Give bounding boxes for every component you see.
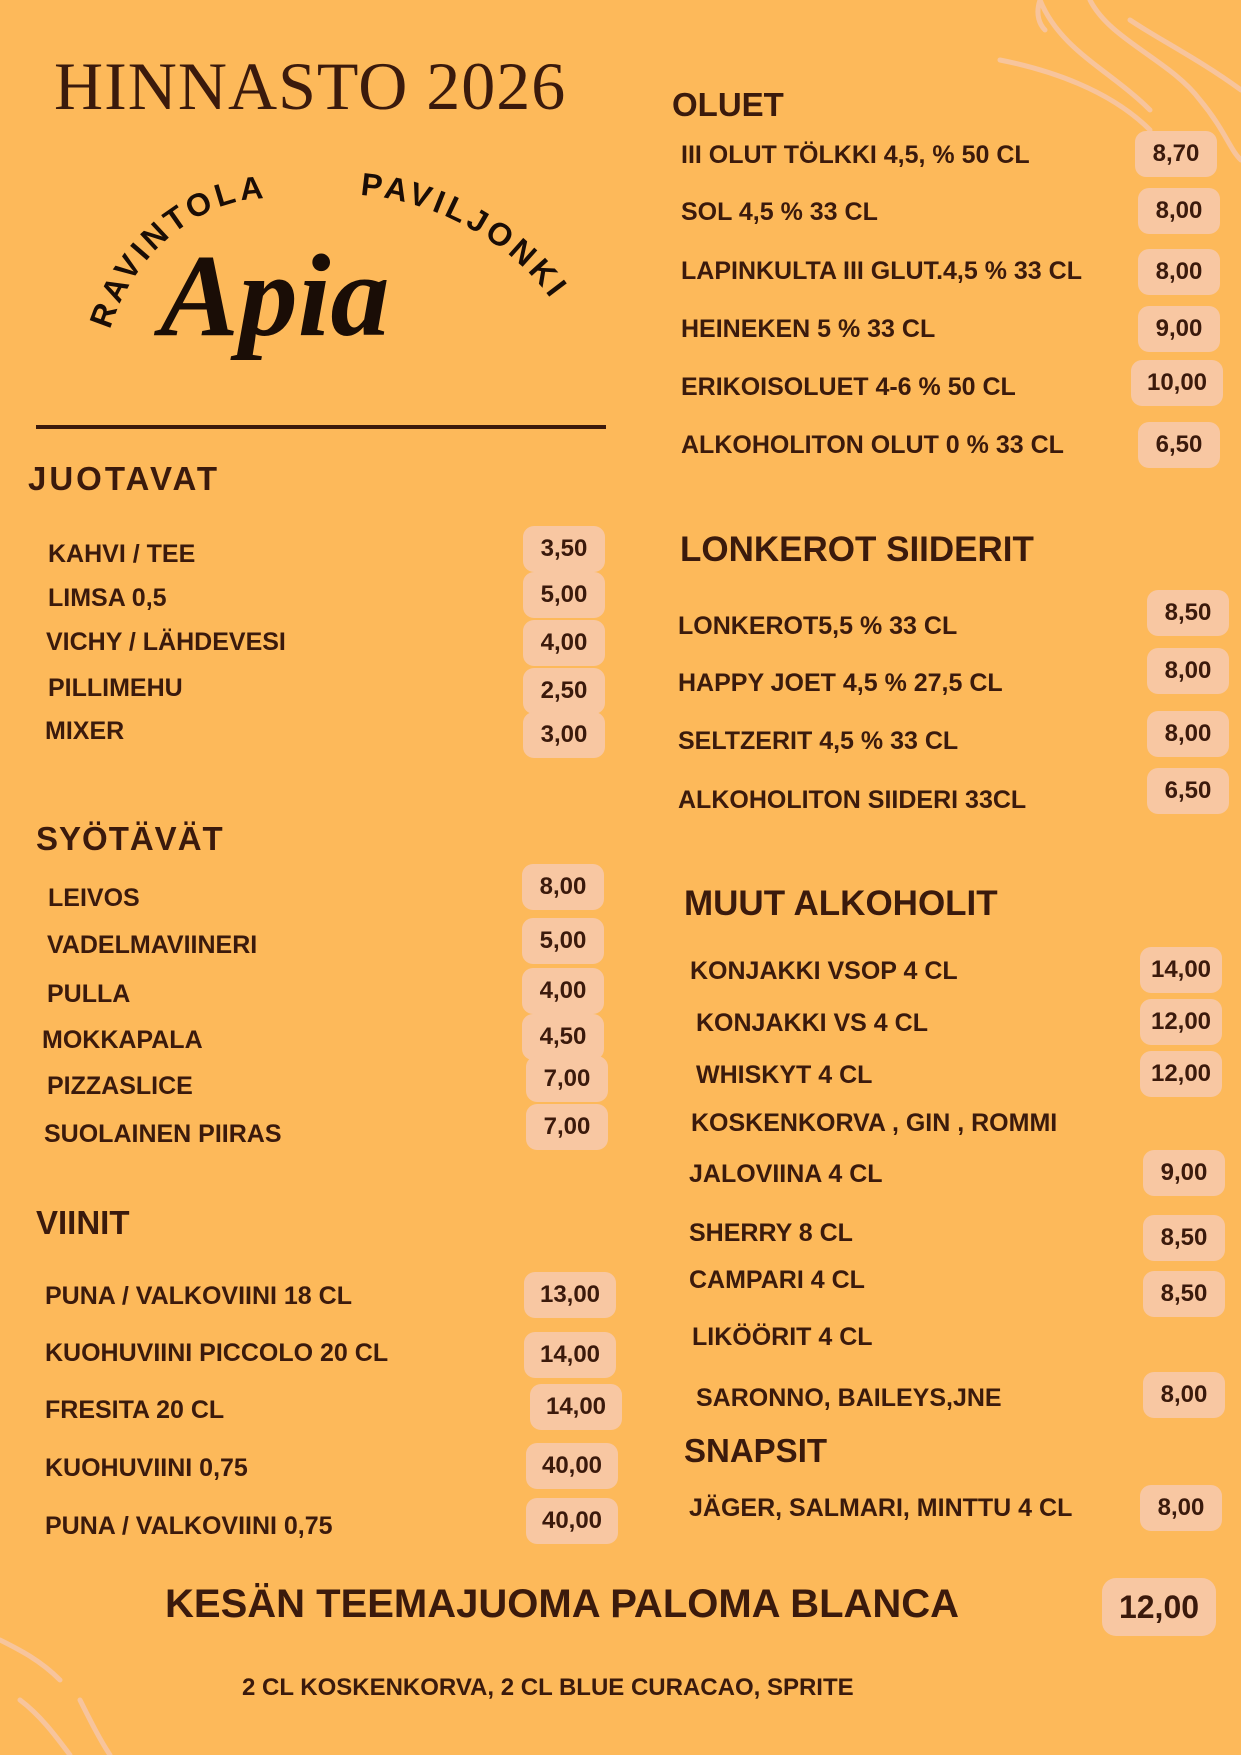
menu-item-name: HAPPY JOET 4,5 % 27,5 CL [678, 669, 1003, 697]
divider [36, 425, 606, 429]
menu-item-name: SHERRY 8 CL [689, 1219, 853, 1247]
menu-item-name: PIZZASLICE [47, 1072, 193, 1100]
menu-item-name: ALKOHOLITON OLUT 0 % 33 CL [681, 431, 1064, 459]
price-badge: 14,00 [530, 1384, 622, 1430]
price-badge: 3,50 [523, 526, 605, 572]
price-badge: 3,00 [523, 712, 605, 758]
section-heading-snapsit: SNAPSIT [684, 1432, 828, 1469]
menu-item-name: FRESITA 20 CL [45, 1396, 225, 1424]
section-heading-oluet: OLUET [672, 86, 784, 123]
menu-item-name: SOL 4,5 % 33 CL [681, 198, 878, 226]
menu-item-name: HEINEKEN 5 % 33 CL [681, 315, 936, 343]
menu-item-name: JÄGER, SALMARI, MINTTU 4 CL [689, 1494, 1073, 1522]
menu-item-name: SARONNO, BAILEYS,JNE [696, 1384, 1002, 1412]
price-badge: 12,00 [1140, 999, 1222, 1045]
section-heading-juotavat: JUOTAVAT [28, 460, 221, 497]
section-heading-lonkerot: LONKEROT SIIDERIT [680, 530, 1034, 569]
menu-item-name: LEIVOS [48, 884, 140, 912]
page-title: HINNASTO 2026 [54, 48, 567, 124]
price-badge: 8,00 [1140, 1485, 1222, 1531]
menu-item-name: KONJAKKI VS 4 CL [696, 1009, 928, 1037]
menu-item-name: KAHVI / TEE [48, 540, 196, 568]
menu-item-name: CAMPARI 4 CL [689, 1266, 865, 1294]
section-heading-muut: MUUT ALKOHOLIT [684, 884, 998, 923]
price-badge: 8,50 [1143, 1215, 1225, 1261]
price-badge: 8,70 [1135, 131, 1217, 177]
logo-script: Apia [160, 230, 390, 361]
price-badge: 40,00 [526, 1443, 618, 1489]
restaurant-logo [80, 170, 590, 380]
menu-item-name: III OLUT TÖLKKI 4,5, % 50 CL [681, 141, 1030, 169]
price-badge: 6,50 [1147, 768, 1229, 814]
price-badge: 8,00 [522, 864, 604, 910]
menu-item-name: SUOLAINEN PIIRAS [44, 1120, 282, 1148]
price-badge: 4,50 [522, 1014, 604, 1060]
menu-item-name: LONKEROT5,5 % 33 CL [678, 612, 958, 640]
price-badge: 14,00 [1140, 947, 1222, 993]
menu-item-name: PUNA / VALKOVIINI 0,75 [45, 1512, 333, 1540]
menu-item-name: KONJAKKI VSOP 4 CL [690, 957, 958, 985]
section-heading-syotavat: SYÖTÄVÄT [36, 820, 224, 857]
price-badge: 7,00 [526, 1104, 608, 1150]
price-badge: 5,00 [522, 918, 604, 964]
price-badge: 8,50 [1147, 590, 1229, 636]
menu-item-name: PUNA / VALKOVIINI 18 CL [45, 1282, 352, 1310]
price-badge: 8,00 [1147, 711, 1229, 757]
menu-item-name: KUOHUVIINI PICCOLO 20 CL [45, 1339, 389, 1367]
menu-item-name: LAPINKULTA III GLUT.4,5 % 33 CL [681, 257, 1082, 285]
featured-drink-description: 2 CL KOSKENKORVA, 2 CL BLUE CURACAO, SPRITE [242, 1674, 854, 1701]
price-badge: 7,00 [526, 1056, 608, 1102]
price-badge: 9,00 [1143, 1150, 1225, 1196]
menu-item-name: KOSKENKORVA , GIN , ROMMI [691, 1109, 1058, 1137]
section-heading-viinit: VIINIT [36, 1204, 130, 1241]
featured-drink-price: 12,00 [1102, 1578, 1216, 1636]
price-badge: 4,00 [522, 968, 604, 1014]
price-badge: 8,00 [1147, 648, 1229, 694]
price-badge: 6,50 [1138, 422, 1220, 468]
price-badge: 8,00 [1138, 249, 1220, 295]
logo-arc-right: PAVILJONKI [359, 170, 577, 306]
menu-item-name: WHISKYT 4 CL [696, 1061, 873, 1089]
menu-item-name: VADELMAVIINERI [47, 931, 258, 959]
price-badge: 8,00 [1138, 188, 1220, 234]
price-badge: 8,00 [1143, 1372, 1225, 1418]
price-badge: 5,00 [523, 572, 605, 618]
menu-item-name: LIMSA 0,5 [48, 584, 167, 612]
menu-item-name: LIKÖÖRIT 4 CL [692, 1323, 873, 1351]
menu-item-name: KUOHUVIINI 0,75 [45, 1454, 248, 1482]
price-badge: 8,50 [1143, 1271, 1225, 1317]
price-badge: 12,00 [1140, 1051, 1222, 1097]
price-badge: 14,00 [524, 1332, 616, 1378]
featured-drink-name: KESÄN TEEMAJUOMA PALOMA BLANCA [165, 1582, 960, 1626]
price-badge: 2,50 [523, 668, 605, 714]
svg-text:PAVILJONKI [359, 170, 576, 306]
menu-item-name: SELTZERIT 4,5 % 33 CL [678, 727, 959, 755]
price-badge: 13,00 [524, 1272, 616, 1318]
menu-item-name: MOKKAPALA [42, 1026, 203, 1054]
price-badge: 40,00 [526, 1498, 618, 1544]
menu-item-name: ERIKOISOLUET 4-6 % 50 CL [681, 373, 1016, 401]
price-badge: 10,00 [1131, 360, 1223, 406]
menu-item-name: JALOVIINA 4 CL [689, 1160, 883, 1188]
menu-item-name: VICHY / LÄHDEVESI [46, 628, 286, 656]
logo-arc-left: RAVINTOLA [82, 170, 269, 333]
menu-item-name: ALKOHOLITON SIIDERI 33CL [678, 786, 1027, 814]
menu-item-name: PILLIMEHU [48, 674, 183, 702]
menu-item-name: MIXER [45, 717, 125, 745]
price-badge: 4,00 [523, 620, 605, 666]
price-badge: 9,00 [1138, 306, 1220, 352]
menu-item-name: PULLA [47, 980, 131, 1008]
